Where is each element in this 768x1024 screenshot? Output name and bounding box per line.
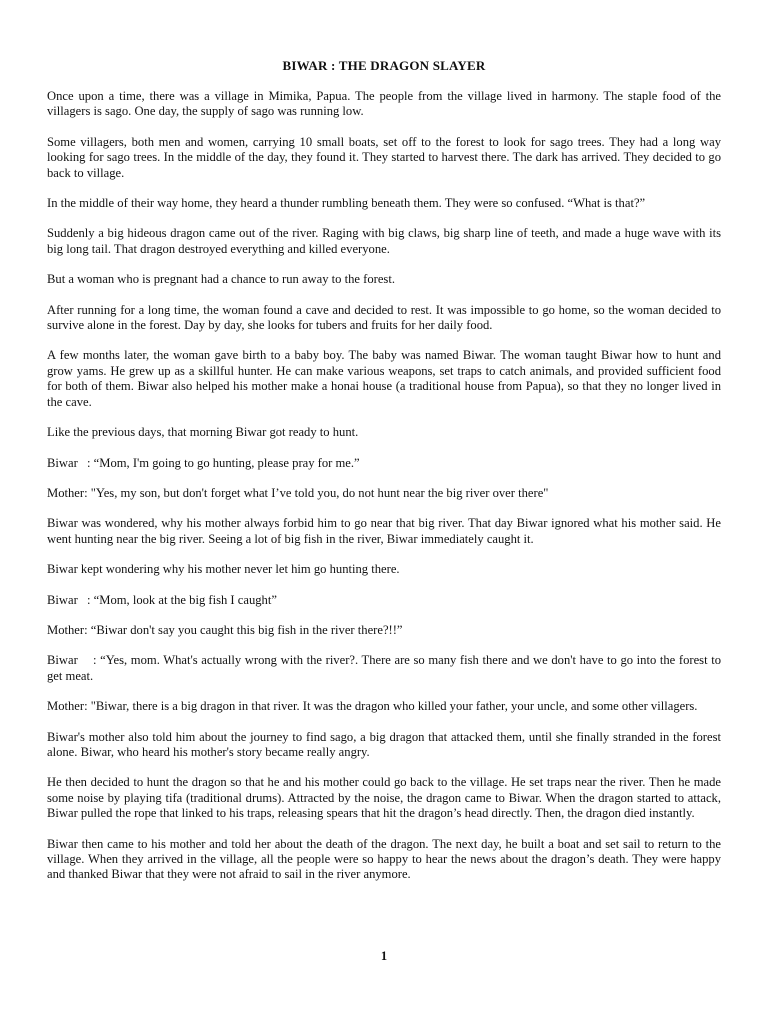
dialogue-line — [47, 653, 721, 684]
dialogue-line — [47, 623, 721, 638]
speaker-label: Mother: — [47, 699, 88, 714]
dialogue-text: “Mom, I'm going to go hunting, please pray for me.” — [93, 455, 360, 470]
dialogue-line — [47, 593, 721, 608]
paragraph-12: Biwar kept wondering why his mother never let him go hunting there. — [47, 562, 400, 577]
paragraph-11: Biwar was wondered, why his mother always forbid him to go near that big river. That day Biwar ignored what his mother said. He went hunting near the big river. Seeing a lot of big fish in the river, Biwar immediately caught it. — [47, 516, 721, 546]
dialogue-text: “Biwar don't say you caught this big fish in the river there?!!” — [90, 622, 403, 637]
document-page — [47, 58, 721, 898]
dialogue-line — [47, 699, 721, 714]
dialogue-text: “Mom, look at the big fish I caught” — [93, 592, 277, 607]
dialogue-text: “Yes, mom. What's actually wrong with the river?. There are so many fish there and we don't have to go into the forest to get meat. — [47, 653, 721, 683]
speaker-separator: : — [93, 653, 101, 668]
dialogue-line — [47, 486, 721, 501]
paragraph-1: Once upon a time, there was a village in Mimika, Papua. The people from the village lived in harmony. The staple food of the villagers is sago. One day, the supply of sago was running low. — [47, 89, 721, 119]
speaker-label: Biwar — [47, 592, 78, 607]
paragraph-3: In the middle of their way home, they heard a thunder rumbling beneath them. They were so confused. “What is that?” — [47, 196, 646, 211]
speaker-label: Mother: — [47, 485, 88, 500]
speaker-label: Biwar — [47, 455, 78, 470]
paragraph-18: He then decided to hunt the dragon so that he and his mother could go back to the village. He set traps near the river. Then he made some noise by playing tifa (traditional drums). Attracted by the noise, the dragon came to Biwar. When the dragon started to attack, Biwar pulled the rope that linked to his traps, releasing spears that hit the dragon’s head directly. Then, the dragon died instantly. — [47, 775, 721, 821]
paragraph-2: Some villagers, both men and women, carrying 10 small boats, set off to the forest to look for sago trees. They had a long way looking for sago trees. In the middle of the day, they found it. They started to harvest there. The dark has arrived. They decided to go back to village. — [47, 134, 721, 180]
page-number: 1 — [380, 949, 388, 963]
paragraph-17: Biwar's mother also told him about the journey to find sago, a big dragon that attacked them, until she finally stranded in the forest alone. Biwar, who heard his mother's story became really angry. — [47, 729, 721, 759]
dialogue-text: "Yes, my son, but don't forget what I’ve told you, do not hunt near the big river over there" — [90, 485, 549, 500]
dialogue-text: "Biwar, there is a big dragon in that river. It was the dragon who killed your father, your uncle, and some other villagers. — [90, 699, 698, 714]
paragraph-8: Like the previous days, that morning Biwar got ready to hunt. — [47, 425, 359, 440]
speaker-label: Mother: — [47, 622, 88, 637]
paragraph-5: But a woman who is pregnant had a chance to run away to the forest. — [47, 272, 395, 287]
speaker-separator: : — [87, 455, 94, 470]
paragraph-7: A few months later, the woman gave birth to a baby boy. The baby was named Biwar. The woman taught Biwar how to hunt and grow yams. He grew up as a skillful hunter. He can make various weapons, set traps to catch animals, and provided sufficient food for both of them. Biwar also helped his mother make a honai house (a traditional house from Papua), so that they no longer lived in the cave. — [47, 348, 721, 409]
paragraph-4: Suddenly a big hideous dragon came out of the river. Raging with big claws, big sharp line of teeth, and made a huge wave with its big long tail. That dragon destroyed everything and killed everyone. — [47, 226, 721, 256]
document-title: BIWAR : THE DRAGON SLAYER — [282, 58, 486, 73]
paragraph-6: After running for a long time, the woman found a cave and decided to rest. It was impossible to go home, so the woman decided to survive alone in the forest. Day by day, she looks for tubers and fruits for her daily food. — [47, 302, 721, 333]
paragraph-19: Biwar then came to his mother and told her about the death of the dragon. The next day, he built a boat and set sail to return to the village. When they arrived in the village, all the people were so happy to hear the news about the dragon’s death. They were happy and thanked Biwar that they were not afraid to sail in the river anymore. — [47, 836, 721, 882]
speaker-separator: : — [87, 592, 94, 607]
speaker-label: Biwar — [47, 653, 78, 668]
dialogue-line — [47, 456, 721, 471]
